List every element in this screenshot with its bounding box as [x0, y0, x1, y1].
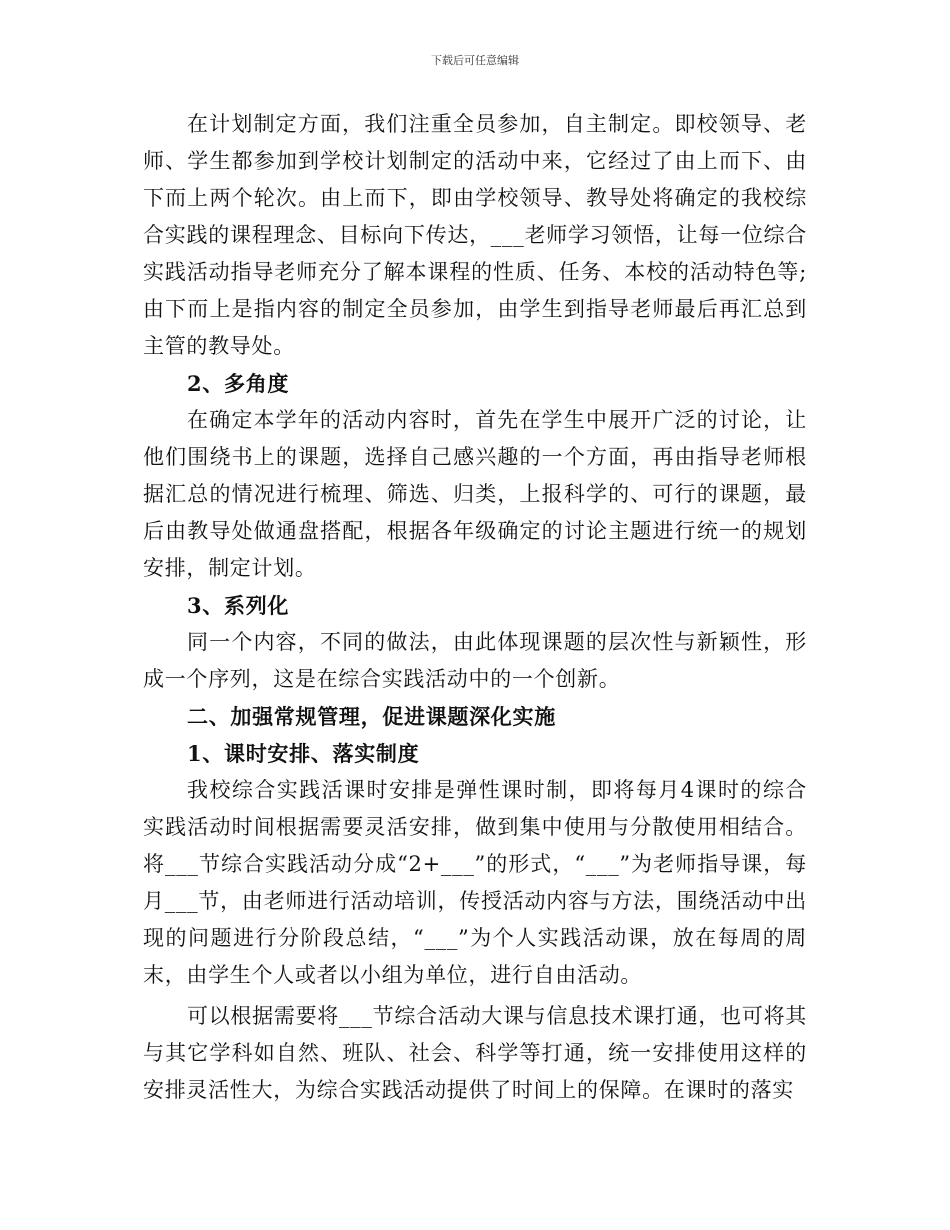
paragraph-integration: 可以根据需要将___节综合活动大课与信息技术课打通，也可将其与其它学科如自然、班队、社会、科学等打通，统一安排使用这样的安排灵活性大，为综合实践活动提供了时间上的保障。在课时的落实 [143, 1004, 807, 1102]
heading-multi-angle: 2、多角度 [187, 371, 290, 396]
heading-serialization: 3、系列化 [187, 593, 290, 618]
paragraph-sequence: 同一个内容，不同的做法，由此体现课题的层次性与新颖性，形成一个序列，这是在综合实践活动中的一个创新。 [143, 630, 807, 691]
paragraph-content-selection: 在确定本学年的活动内容时，首先在学生中展开广泛的讨论，让他们围绕书上的课题，选择自己感兴趣的一个方面，再由指导老师根据汇总的情况进行梳理、筛选、归类，上报科学的、可行的课题，最后由教导处做通盘搭配，根据各年级确定的讨论主题进行统一的规划安排，制定计划。 [143, 408, 807, 580]
heading-class-hours: 1、课时安排、落实制度 [187, 741, 420, 766]
paragraph-flexible-hours: 我校综合实践活课时安排是弹性课时制，即将每月4课时的综合实践活动时间根据需要灵活安排，做到集中使用与分散使用相结合。将___节综合实践活动分成“2+___”的形式，“___”为老师指导课，每月___节，由老师进行活动培训，传授活动内容与方法，围绕活动中出现的问题进行分阶段总结，“___”为个人实践活动课，放在每周的周末，由学生个人或者以小组为单位，进行自由活动。 [143, 778, 807, 987]
page-header: 下载后可任意编辑 [431, 54, 519, 67]
document-body [143, 106, 807, 1109]
heading-routine-management: 二、加强常规管理，促进课题深化实施 [187, 704, 556, 729]
paragraph-plan-making: 在计划制定方面，我们注重全员参加，自主制定。即校领导、老师、学生都参加到学校计划制定的活动中来，它经过了由上而下、由下而上两个轮次。由上而下，即由学校领导、教导处将确定的我校综合实践的课程理念、目标向下传达，___老师学习领悟，让每一位综合实践活动指导老师充分了解本课程的性质、任务、本校的活动特色等;由下而上是指内容的制定全员参加，由学生到指导老师最后再汇总到主管的教导处。 [143, 112, 807, 358]
